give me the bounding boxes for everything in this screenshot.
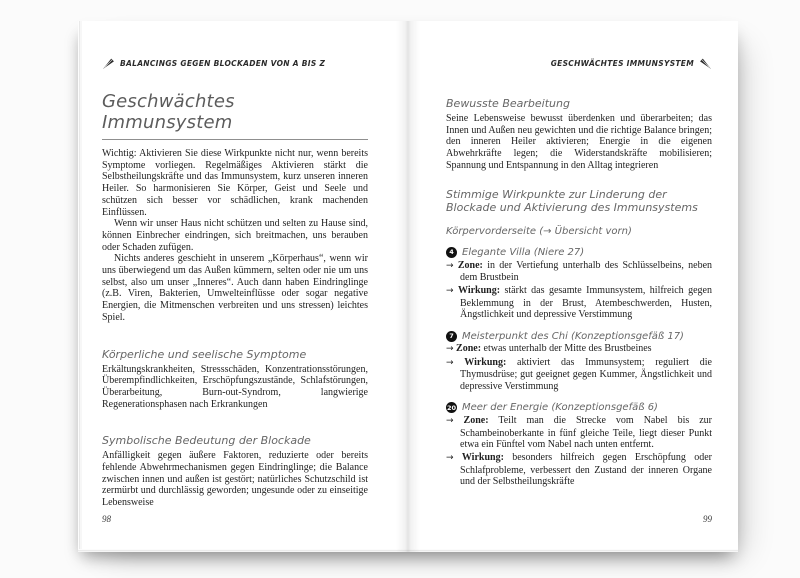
section-heading-bearbeitung: Bewusste Bearbeitung bbox=[446, 97, 570, 110]
paragraph: Wenn wir unser Haus nicht schützen und selten zu Hause sind, können Einbrecher eindringen, sich breitmachen, uns berauben oder Schaden zufügen. bbox=[102, 218, 368, 253]
koerpervorderseite-note: Körpervorderseite (→ Übersicht vorn) bbox=[446, 225, 632, 237]
point-number-badge: 7 bbox=[446, 331, 457, 342]
wirkpunkt-item bbox=[446, 402, 712, 488]
zone-text: in der Vertiefung unterhalb des Schlüsselbeins, neben dem Brustbein bbox=[460, 259, 713, 284]
wirkpunkt-item bbox=[446, 247, 712, 322]
wirkung-text: aktiviert das Immunsystem; reguliert die Thymusdrüse; gut geeignet gegen Kummer, Ängstlichkeit und depressive Verstimmung bbox=[460, 356, 713, 393]
arrow-icon: → bbox=[446, 452, 454, 463]
page-right bbox=[408, 21, 738, 552]
wirkpunkt-header bbox=[446, 330, 712, 342]
zone-label: Zone: bbox=[457, 259, 483, 271]
arrow-icon: → bbox=[446, 260, 454, 271]
running-head-right bbox=[446, 57, 712, 69]
wirkung-row bbox=[446, 357, 712, 393]
section-heading-bedeutung: Symbolische Bedeutung der Blockade bbox=[102, 434, 311, 448]
wirkung-text: besonders hilfreich gegen Erschöpfung oder Schlafprobleme, verbessert den Zustand der inneren Organe und der Selbstheilungskräfte bbox=[460, 451, 712, 488]
wirkung-row bbox=[446, 452, 712, 488]
wirkpunkt-item bbox=[446, 330, 712, 393]
running-head-text: GESCHWÄCHTES IMMUNSYSTEM bbox=[550, 58, 694, 68]
chapter-title: Geschwächtes Immunsystem bbox=[102, 91, 368, 140]
section-body: Anfälligkeit gegen äußere Faktoren, reduzierte oder bereits fehlende Abwehrmechanismen gegen Eindringlinge; die Balance zwischen innen und außen ist gestört; natürliches Schutzschild ist zermürbt und durchlässig geworden; ungesunde oder zu einseitige Lebensweise bbox=[102, 450, 368, 509]
point-number-badge: 4 bbox=[446, 247, 457, 258]
arrow-icon: → bbox=[446, 344, 454, 355]
zone-text: etwas unterhalb der Mitte des Brustbeines bbox=[483, 343, 652, 355]
book-spread bbox=[78, 21, 738, 552]
wirkung-label: Wirkung: bbox=[461, 451, 504, 463]
zone-text: Teilt man die Strecke vom Nabel bis zur Schambeinoberkante in fünf gleiche Teile, liegt dieser Punkt etwa ein Fünftel vom Nabel nach unten entfernt. bbox=[460, 414, 712, 451]
arrow-icon: → bbox=[446, 285, 454, 296]
wirkpunkt-header bbox=[446, 402, 712, 414]
wirkung-text: stärkt das gesamte Immunsystem, hilfreich gegen Beklemmung in der Brust, Atembeschwerden, Husten, Ängstlichkeit und depressive Verstimmung bbox=[460, 284, 712, 321]
zone-label: Zone: bbox=[456, 343, 482, 355]
section-body: Seine Lebensweise bewusst überdenken und überarbeiten; das Innen und Außen neu gewichten und die richtige Balance bringen; den inneren Heiler aktivieren; Energie in die eigenen Abwehrkräfte legen; die Widerstandskräfte mobilisieren; Spannung und Entspannung in den Alltag integrieren bbox=[446, 113, 712, 171]
zone-row bbox=[446, 260, 712, 284]
running-head-text: BALANCINGS GEGEN BLOCKADEN VON A BIS Z bbox=[120, 58, 326, 68]
point-name: Meisterpunkt des Chi (Konzeptionsgefäß 17) bbox=[462, 330, 684, 342]
section-heading-symptome: Körperliche und seelische Symptome bbox=[102, 347, 307, 361]
point-number-badge: 20 bbox=[446, 403, 457, 412]
arrow-icon: → bbox=[446, 357, 454, 368]
wirkpunkt-header bbox=[446, 247, 712, 259]
section-heading-wirkpunkte: Stimmige Wirkpunkte zur Linderung der Blockade und Aktivierung des Immunsystems bbox=[446, 187, 698, 214]
zone-label: Zone: bbox=[463, 414, 489, 426]
wirkung-label: Wirkung: bbox=[458, 284, 501, 296]
arrow-icon: → bbox=[446, 415, 454, 426]
zone-row bbox=[446, 415, 712, 451]
wirkung-row bbox=[446, 285, 712, 321]
pen-icon bbox=[102, 57, 115, 70]
running-head-left bbox=[102, 57, 368, 69]
page-left bbox=[78, 21, 408, 552]
zone-row bbox=[446, 343, 712, 356]
section-body: Erkältungskrankheiten, Stressschäden, Konzentrationsstörungen, Überempfindlichkeiten, Erschöpfungszustände, Schlafstörungen, Überarbeitung, Burn-out-Syndrom, langwierige Regenerationsphasen nach Erkrankungen bbox=[102, 363, 368, 410]
point-name: Meer der Energie (Konzeptionsgefäß 6) bbox=[462, 402, 658, 414]
paragraph: Wichtig: Aktivieren Sie diese Wirkpunkte nicht nur, wenn bereits Symptome vorliegen. Regelmäßiges Aktivieren stärkt die Selbstheilungskräfte und das Immunsystem, kurz unseren inneren Heiler. So harmonisieren Sie Körper, Geist und Seele und schützen sich besser vor schädlichen, krank machenden Einflüssen. bbox=[102, 148, 368, 218]
page-number-left: 98 bbox=[102, 514, 111, 524]
wirkung-label: Wirkung: bbox=[464, 356, 507, 368]
paragraph: Nichts anderes geschieht in unserem „Körperhaus“, wenn wir uns überwiegend um das Außen kümmern, selten oder nie um uns selbst, also um unser „Inneres“. Auch dann haben Eindringlinge (z.B. Viren, Bakterien, Umwelteinflüsse oder sogar negative Energien, die Mitmenschen verbreiten und uns stressen) leichtes Spiel. bbox=[102, 253, 368, 323]
pen-icon bbox=[699, 57, 712, 70]
point-name: Elegante Villa (Niere 27) bbox=[462, 247, 585, 259]
page-number-right: 99 bbox=[703, 514, 712, 524]
